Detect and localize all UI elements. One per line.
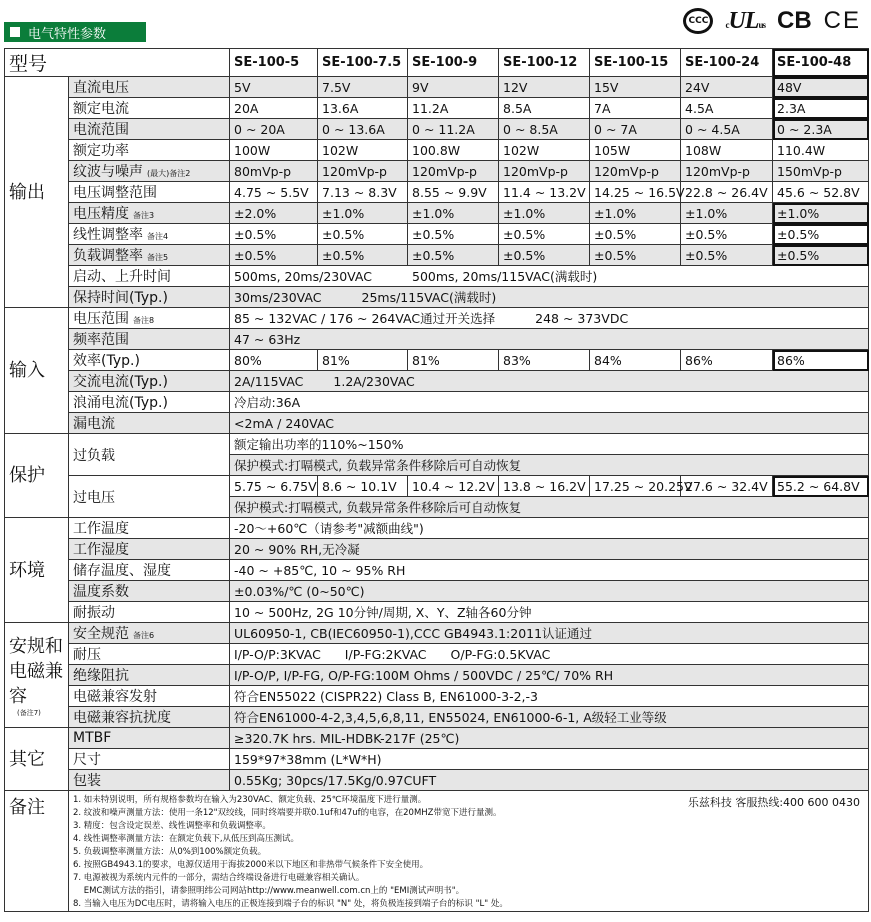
value-cell: 11.2A xyxy=(408,98,499,119)
value-text: 47 ~ 63Hz xyxy=(234,331,301,347)
value-cell: ±0.5% xyxy=(590,245,681,266)
value-cell: 120mVp-p xyxy=(681,161,773,182)
row-label-text: 纹波与噪声 xyxy=(73,164,143,180)
table-row xyxy=(5,329,869,350)
row-label-text: 电磁兼容发射 xyxy=(73,689,157,705)
value-cell: ±0.5% xyxy=(230,224,318,245)
value-text: O/P-FG:0.5KVAC xyxy=(450,646,551,662)
row-label-text: 储存温度、湿度 xyxy=(73,563,171,579)
table-row xyxy=(5,77,869,98)
row-label-text: 温度系数 xyxy=(73,584,129,600)
value-cell: ±1.0% xyxy=(773,203,869,224)
row-note: 备注6 xyxy=(133,631,155,640)
table-row xyxy=(5,266,869,287)
row-label-text: 包装 xyxy=(73,773,101,789)
row-label-text: 额定功率 xyxy=(73,143,129,159)
value-cell xyxy=(230,497,869,518)
row-label-text: 保持时间(Typ.) xyxy=(73,290,168,306)
value-cell xyxy=(230,266,869,287)
row-label xyxy=(69,371,230,392)
value-text: 159*97*38mm (L*W*H) xyxy=(234,751,382,767)
value-cell xyxy=(230,287,869,308)
value-cell: 110.4W xyxy=(773,140,869,161)
value-text: 10 ~ 500Hz, 2G 10分钟/周期, X、Y、Z轴各60分钟 xyxy=(234,605,532,620)
row-label-text: 绝缘阻抗 xyxy=(73,668,129,684)
table-row xyxy=(5,686,869,707)
row-label xyxy=(69,686,230,707)
row-label-text: 频率范围 xyxy=(73,332,129,348)
row-label-text: 电磁兼容抗扰度 xyxy=(73,710,171,726)
value-cell: ±0.5% xyxy=(773,224,869,245)
value-text: 248 ~ 373VDC xyxy=(535,311,629,326)
value-cell: ±2.0% xyxy=(230,203,318,224)
table-row xyxy=(5,623,869,644)
value-cell: 0 ~ 13.6A xyxy=(318,119,408,140)
category-label: 保护 xyxy=(5,434,69,518)
value-cell: 0 ~ 11.2A xyxy=(408,119,499,140)
value-cell xyxy=(230,329,869,350)
value-cell: 45.6 ~ 52.8V xyxy=(773,182,869,203)
value-cell: 100W xyxy=(230,140,318,161)
row-note: 备注8 xyxy=(133,316,155,325)
row-label-text: 尺寸 xyxy=(73,752,101,768)
value-cell: 120mVp-p xyxy=(499,161,590,182)
value-cell xyxy=(230,539,869,560)
value-text: ≥320.7K hrs. MIL-HDBK-217F (25℃) xyxy=(234,730,460,746)
row-label xyxy=(69,245,230,266)
value-cell: ±1.0% xyxy=(681,203,773,224)
value-cell: 55.2 ~ 64.8V xyxy=(773,476,869,497)
value-text: I/P-O/P, I/P-FG, O/P-FG:100M Ohms / 500VDC / 25℃/ 70% RH xyxy=(234,667,614,683)
ce-logo-icon: CE xyxy=(823,7,861,34)
value-cell: 86% xyxy=(681,350,773,371)
value-cell xyxy=(230,707,869,728)
value-cell: ±1.0% xyxy=(590,203,681,224)
note-item: 4. 线性调整率测量方法：在额定负载下,从低压到高压测试。 xyxy=(73,834,300,844)
table-row xyxy=(5,182,869,203)
value-cell xyxy=(230,560,869,581)
row-label-text: 启动、上升时间 xyxy=(73,269,171,285)
value-cell: 83% xyxy=(499,350,590,371)
value-text: I/P-O/P:3KVAC xyxy=(234,646,321,662)
row-label xyxy=(69,308,230,329)
ul-logo-icon: cULus xyxy=(725,7,765,34)
value-text: 冷启动:36A xyxy=(234,395,301,410)
value-cell: 5V xyxy=(230,77,318,98)
value-cell xyxy=(230,518,869,539)
note-item: 5. 负载调整率测量方法：从0%到100%额定负载。 xyxy=(73,847,267,857)
row-label-text: 交流电流(Typ.) xyxy=(73,374,168,390)
value-cell: 7.13 ~ 8.3V xyxy=(318,182,408,203)
value-cell: 120mVp-p xyxy=(408,161,499,182)
value-cell: 11.4 ~ 13.2V xyxy=(499,182,590,203)
model-header: SE-100-48 xyxy=(773,49,869,77)
value-cell: 10.4 ~ 12.2V xyxy=(408,476,499,497)
row-label xyxy=(69,266,230,287)
value-cell: 2.3A xyxy=(773,98,869,119)
table-row xyxy=(5,749,869,770)
value-cell xyxy=(230,581,869,602)
value-text: 30ms/230VAC xyxy=(234,290,322,305)
value-text: 保护模式:打嗝模式, 负载异常条件移除后可自动恢复 xyxy=(234,500,522,515)
value-cell: 105W xyxy=(590,140,681,161)
table-row xyxy=(5,161,869,182)
value-cell: ±0.5% xyxy=(590,224,681,245)
note-item: 8. 当输入电压为DC电压时，请将输入电压的正极连接到端子台的标识 "N" 处，将负极连接到端子台的标识 "L" 处。 xyxy=(73,899,508,909)
model-label: 型号 xyxy=(5,49,230,77)
table-row xyxy=(5,371,869,392)
note-item: 3. 精度：包含设定误差、线性调整率和负载调整率。 xyxy=(73,821,271,831)
row-label-text: 工作温度 xyxy=(73,521,129,537)
row-note: 备注4 xyxy=(147,232,169,241)
value-text: 25ms/115VAC(满载时) xyxy=(361,290,497,305)
value-cell xyxy=(230,602,869,623)
row-label-text: 线性调整率 xyxy=(73,227,143,243)
header-row xyxy=(5,49,869,77)
value-cell: 120mVp-p xyxy=(318,161,408,182)
notes-cell xyxy=(69,791,869,912)
row-label-text: MTBF xyxy=(73,730,112,746)
row-label xyxy=(69,749,230,770)
value-text: 额定输出功率的110%~150% xyxy=(234,437,404,452)
table-row xyxy=(5,287,869,308)
table-row xyxy=(5,98,869,119)
value-cell: 80mVp-p xyxy=(230,161,318,182)
value-cell: 4.75 ~ 5.5V xyxy=(230,182,318,203)
spec-table xyxy=(4,48,869,912)
row-label xyxy=(69,707,230,728)
table-row xyxy=(5,434,869,455)
value-cell: 17.25 ~ 20.25V xyxy=(590,476,681,497)
table-row xyxy=(5,350,869,371)
ccc-logo-icon: CCC xyxy=(683,8,713,34)
value-cell: 7.5V xyxy=(318,77,408,98)
value-cell xyxy=(230,665,869,686)
value-cell xyxy=(230,623,869,644)
category-label: 输出 xyxy=(5,77,69,308)
row-label-text: 耐压 xyxy=(73,647,101,663)
table-row xyxy=(5,560,869,581)
model-header: SE-100-5 xyxy=(230,49,318,77)
value-cell: ±0.5% xyxy=(681,224,773,245)
value-cell: 7A xyxy=(590,98,681,119)
certification-logos xyxy=(683,4,861,38)
value-text: 85 ~ 132VAC / 176 ~ 264VAC通过开关选择 xyxy=(234,311,496,326)
value-cell xyxy=(230,749,869,770)
row-label xyxy=(69,182,230,203)
table-row xyxy=(5,770,869,791)
value-cell: ±1.0% xyxy=(408,203,499,224)
value-cell: ±1.0% xyxy=(499,203,590,224)
value-text: 符合EN61000-4-2,3,4,5,6,8,11, EN55024, EN61000-6-1, A级轻工业等级 xyxy=(234,710,667,725)
row-label-text: 负载调整率 xyxy=(73,248,143,264)
value-cell: 84% xyxy=(590,350,681,371)
value-cell: 100.8W xyxy=(408,140,499,161)
row-label xyxy=(69,518,230,539)
value-cell: 0 ~ 2.3A xyxy=(773,119,869,140)
row-note: 备注3 xyxy=(133,211,155,220)
category-label: 输入 xyxy=(5,308,69,434)
category-note: (备注7) xyxy=(17,708,41,717)
value-cell: 102W xyxy=(318,140,408,161)
value-text: 500ms, 20ms/115VAC(满载时) xyxy=(412,269,598,284)
value-cell: 22.8 ~ 26.4V xyxy=(681,182,773,203)
table-row xyxy=(5,644,869,665)
table-row xyxy=(5,119,869,140)
row-label xyxy=(69,77,230,98)
value-cell: 108W xyxy=(681,140,773,161)
table-row xyxy=(5,665,869,686)
value-cell: 150mVp-p xyxy=(773,161,869,182)
row-label-text: 电压范围 xyxy=(73,311,129,327)
value-cell: 80% xyxy=(230,350,318,371)
value-cell: 81% xyxy=(408,350,499,371)
row-label-text: 电流范围 xyxy=(73,122,129,138)
row-label xyxy=(69,644,230,665)
category-label: 备注 xyxy=(5,791,69,912)
row-label xyxy=(69,560,230,581)
value-text: 1.2A/230VAC xyxy=(333,373,415,389)
value-text: ±0.03%/℃ (0~50℃) xyxy=(234,583,365,599)
value-cell xyxy=(230,770,869,791)
table-row xyxy=(5,308,869,329)
table-row xyxy=(5,224,869,245)
value-cell: 13.6A xyxy=(318,98,408,119)
row-label: 过电压 xyxy=(69,476,230,518)
row-label xyxy=(69,413,230,434)
value-text: <2mA / 240VAC xyxy=(234,415,334,431)
value-cell: ±0.5% xyxy=(499,245,590,266)
row-label-text: 额定电流 xyxy=(73,101,129,117)
square-bullet-icon xyxy=(10,27,20,37)
note-item: EMC测试方法的指引，请参照明纬公司网站http://www.meanwell.com.cn上的 "EMI测试声明书"。 xyxy=(73,886,465,896)
value-text: 0.55Kg; 30pcs/17.5Kg/0.97CUFT xyxy=(234,772,437,788)
row-label-text: 直流电压 xyxy=(73,80,129,96)
model-header: SE-100-12 xyxy=(499,49,590,77)
note-item: 6. 按照GB4943.1的要求，电源仅适用于海拔2000米以下地区和非热带气候条件下安全使用。 xyxy=(73,860,429,870)
row-label xyxy=(69,140,230,161)
note-item: 7. 电源被视为系统内元件的一部分，需结合终端设备进行电磁兼容相关确认。 xyxy=(73,873,365,883)
value-text: 符合EN55022 (CISPR22) Class B, EN61000-3-2,-3 xyxy=(234,689,538,704)
row-label-text: 安全规范 xyxy=(73,626,129,642)
value-cell: 81% xyxy=(318,350,408,371)
category-label: 其它 xyxy=(5,728,69,791)
note-item: 1. 如未特别说明，所有规格参数均在输入为230VAC、额定负载、25℃环境温度下进行量测。 xyxy=(73,795,427,805)
value-cell: 0 ~ 7A xyxy=(590,119,681,140)
value-text: I/P-FG:2KVAC xyxy=(344,646,427,662)
value-cell: ±0.5% xyxy=(318,245,408,266)
table-row xyxy=(5,245,869,266)
value-cell: 9V xyxy=(408,77,499,98)
value-text: UL60950-1, CB(IEC60950-1),CCC GB4943.1:2011认证通过 xyxy=(234,626,593,641)
table-row xyxy=(5,203,869,224)
value-text: 500ms, 20ms/230VAC xyxy=(234,269,372,284)
value-cell xyxy=(230,308,869,329)
row-label xyxy=(69,602,230,623)
value-cell: 86% xyxy=(773,350,869,371)
model-header: SE-100-7.5 xyxy=(318,49,408,77)
row-label-text: 效率(Typ.) xyxy=(73,353,140,369)
value-cell: 102W xyxy=(499,140,590,161)
value-cell: ±0.5% xyxy=(408,224,499,245)
row-label xyxy=(69,329,230,350)
category-label: 环境 xyxy=(5,518,69,623)
table-row xyxy=(5,392,869,413)
row-label xyxy=(69,392,230,413)
row-note: 备注5 xyxy=(147,253,169,262)
hotline-text: 乐兹科技 客服热线:400 600 0430 xyxy=(687,796,861,809)
model-header: SE-100-24 xyxy=(681,49,773,77)
row-label xyxy=(69,623,230,644)
table-row xyxy=(5,518,869,539)
value-cell: ±0.5% xyxy=(318,224,408,245)
value-cell: 8.6 ~ 10.1V xyxy=(318,476,408,497)
value-cell: 14.25 ~ 16.5V xyxy=(590,182,681,203)
row-label xyxy=(69,581,230,602)
value-cell: 0 ~ 8.5A xyxy=(499,119,590,140)
value-cell: 0 ~ 4.5A xyxy=(681,119,773,140)
value-cell: 120mVp-p xyxy=(590,161,681,182)
value-cell: 5.75 ~ 6.75V xyxy=(230,476,318,497)
row-label-text: 电压精度 xyxy=(73,206,129,222)
table-row xyxy=(5,728,869,749)
row-label xyxy=(69,728,230,749)
row-label xyxy=(69,119,230,140)
value-cell: 20A xyxy=(230,98,318,119)
row-label: 过负载 xyxy=(69,434,230,476)
value-cell xyxy=(230,644,869,665)
value-cell: 0 ~ 20A xyxy=(230,119,318,140)
row-label xyxy=(69,539,230,560)
section-title: 电气特性参数 xyxy=(28,26,107,42)
value-cell: 27.6 ~ 32.4V xyxy=(681,476,773,497)
row-label xyxy=(69,287,230,308)
model-header: SE-100-9 xyxy=(408,49,499,77)
value-cell: ±0.5% xyxy=(773,245,869,266)
value-cell xyxy=(230,392,869,413)
table-row xyxy=(5,476,869,497)
value-cell xyxy=(230,413,869,434)
value-cell: 13.8 ~ 16.2V xyxy=(499,476,590,497)
category-text: 安规和电磁兼容 xyxy=(9,635,63,707)
value-cell xyxy=(230,728,869,749)
value-cell: 4.5A xyxy=(681,98,773,119)
row-label-text: 电压调整范围 xyxy=(73,185,157,201)
row-label-text: 耐振动 xyxy=(73,605,115,621)
section-title-tag xyxy=(4,22,146,42)
row-label xyxy=(69,224,230,245)
value-cell: 12V xyxy=(499,77,590,98)
note-item: 2. 纹波和噪声测量方法：使用一条12"双绞线，同时终端要并联0.1uf和47uf的电容，在20MHZ带宽下进行量测。 xyxy=(73,808,502,818)
table-row xyxy=(5,602,869,623)
value-cell xyxy=(230,455,869,476)
row-label xyxy=(69,770,230,791)
value-cell xyxy=(230,686,869,707)
value-cell: ±1.0% xyxy=(318,203,408,224)
row-label xyxy=(69,161,230,182)
value-text: 2A/115VAC xyxy=(234,373,304,389)
table-row xyxy=(5,539,869,560)
cb-logo-icon: CB xyxy=(776,7,812,34)
value-cell: ±0.5% xyxy=(681,245,773,266)
value-cell: 48V xyxy=(773,77,869,98)
category-label xyxy=(5,623,69,728)
value-cell: ±0.5% xyxy=(499,224,590,245)
table-row xyxy=(5,140,869,161)
value-cell xyxy=(230,371,869,392)
value-cell: ±0.5% xyxy=(230,245,318,266)
table-row xyxy=(5,707,869,728)
value-cell xyxy=(230,434,869,455)
value-text: -40 ~ +85℃, 10 ~ 95% RH xyxy=(234,562,406,578)
row-label xyxy=(69,203,230,224)
value-text: 20 ~ 90% RH,无冷凝 xyxy=(234,542,360,557)
row-label-text: 漏电流 xyxy=(73,416,115,432)
value-text: -20～+60℃（请参考"减额曲线") xyxy=(234,521,424,536)
table-row xyxy=(5,581,869,602)
table-row xyxy=(5,413,869,434)
notes-row xyxy=(5,791,869,912)
row-label xyxy=(69,350,230,371)
row-label xyxy=(69,665,230,686)
row-label xyxy=(69,98,230,119)
value-cell: 24V xyxy=(681,77,773,98)
value-cell: ±0.5% xyxy=(408,245,499,266)
value-text: 保护模式:打嗝模式, 负载异常条件移除后可自动恢复 xyxy=(234,458,522,473)
value-cell: 8.55 ~ 9.9V xyxy=(408,182,499,203)
row-label-text: 工作湿度 xyxy=(73,542,129,558)
value-cell: 15V xyxy=(590,77,681,98)
row-label-text: 浪涌电流(Typ.) xyxy=(73,395,168,411)
value-cell: 8.5A xyxy=(499,98,590,119)
row-note: (最大)备注2 xyxy=(147,169,191,178)
model-header: SE-100-15 xyxy=(590,49,681,77)
